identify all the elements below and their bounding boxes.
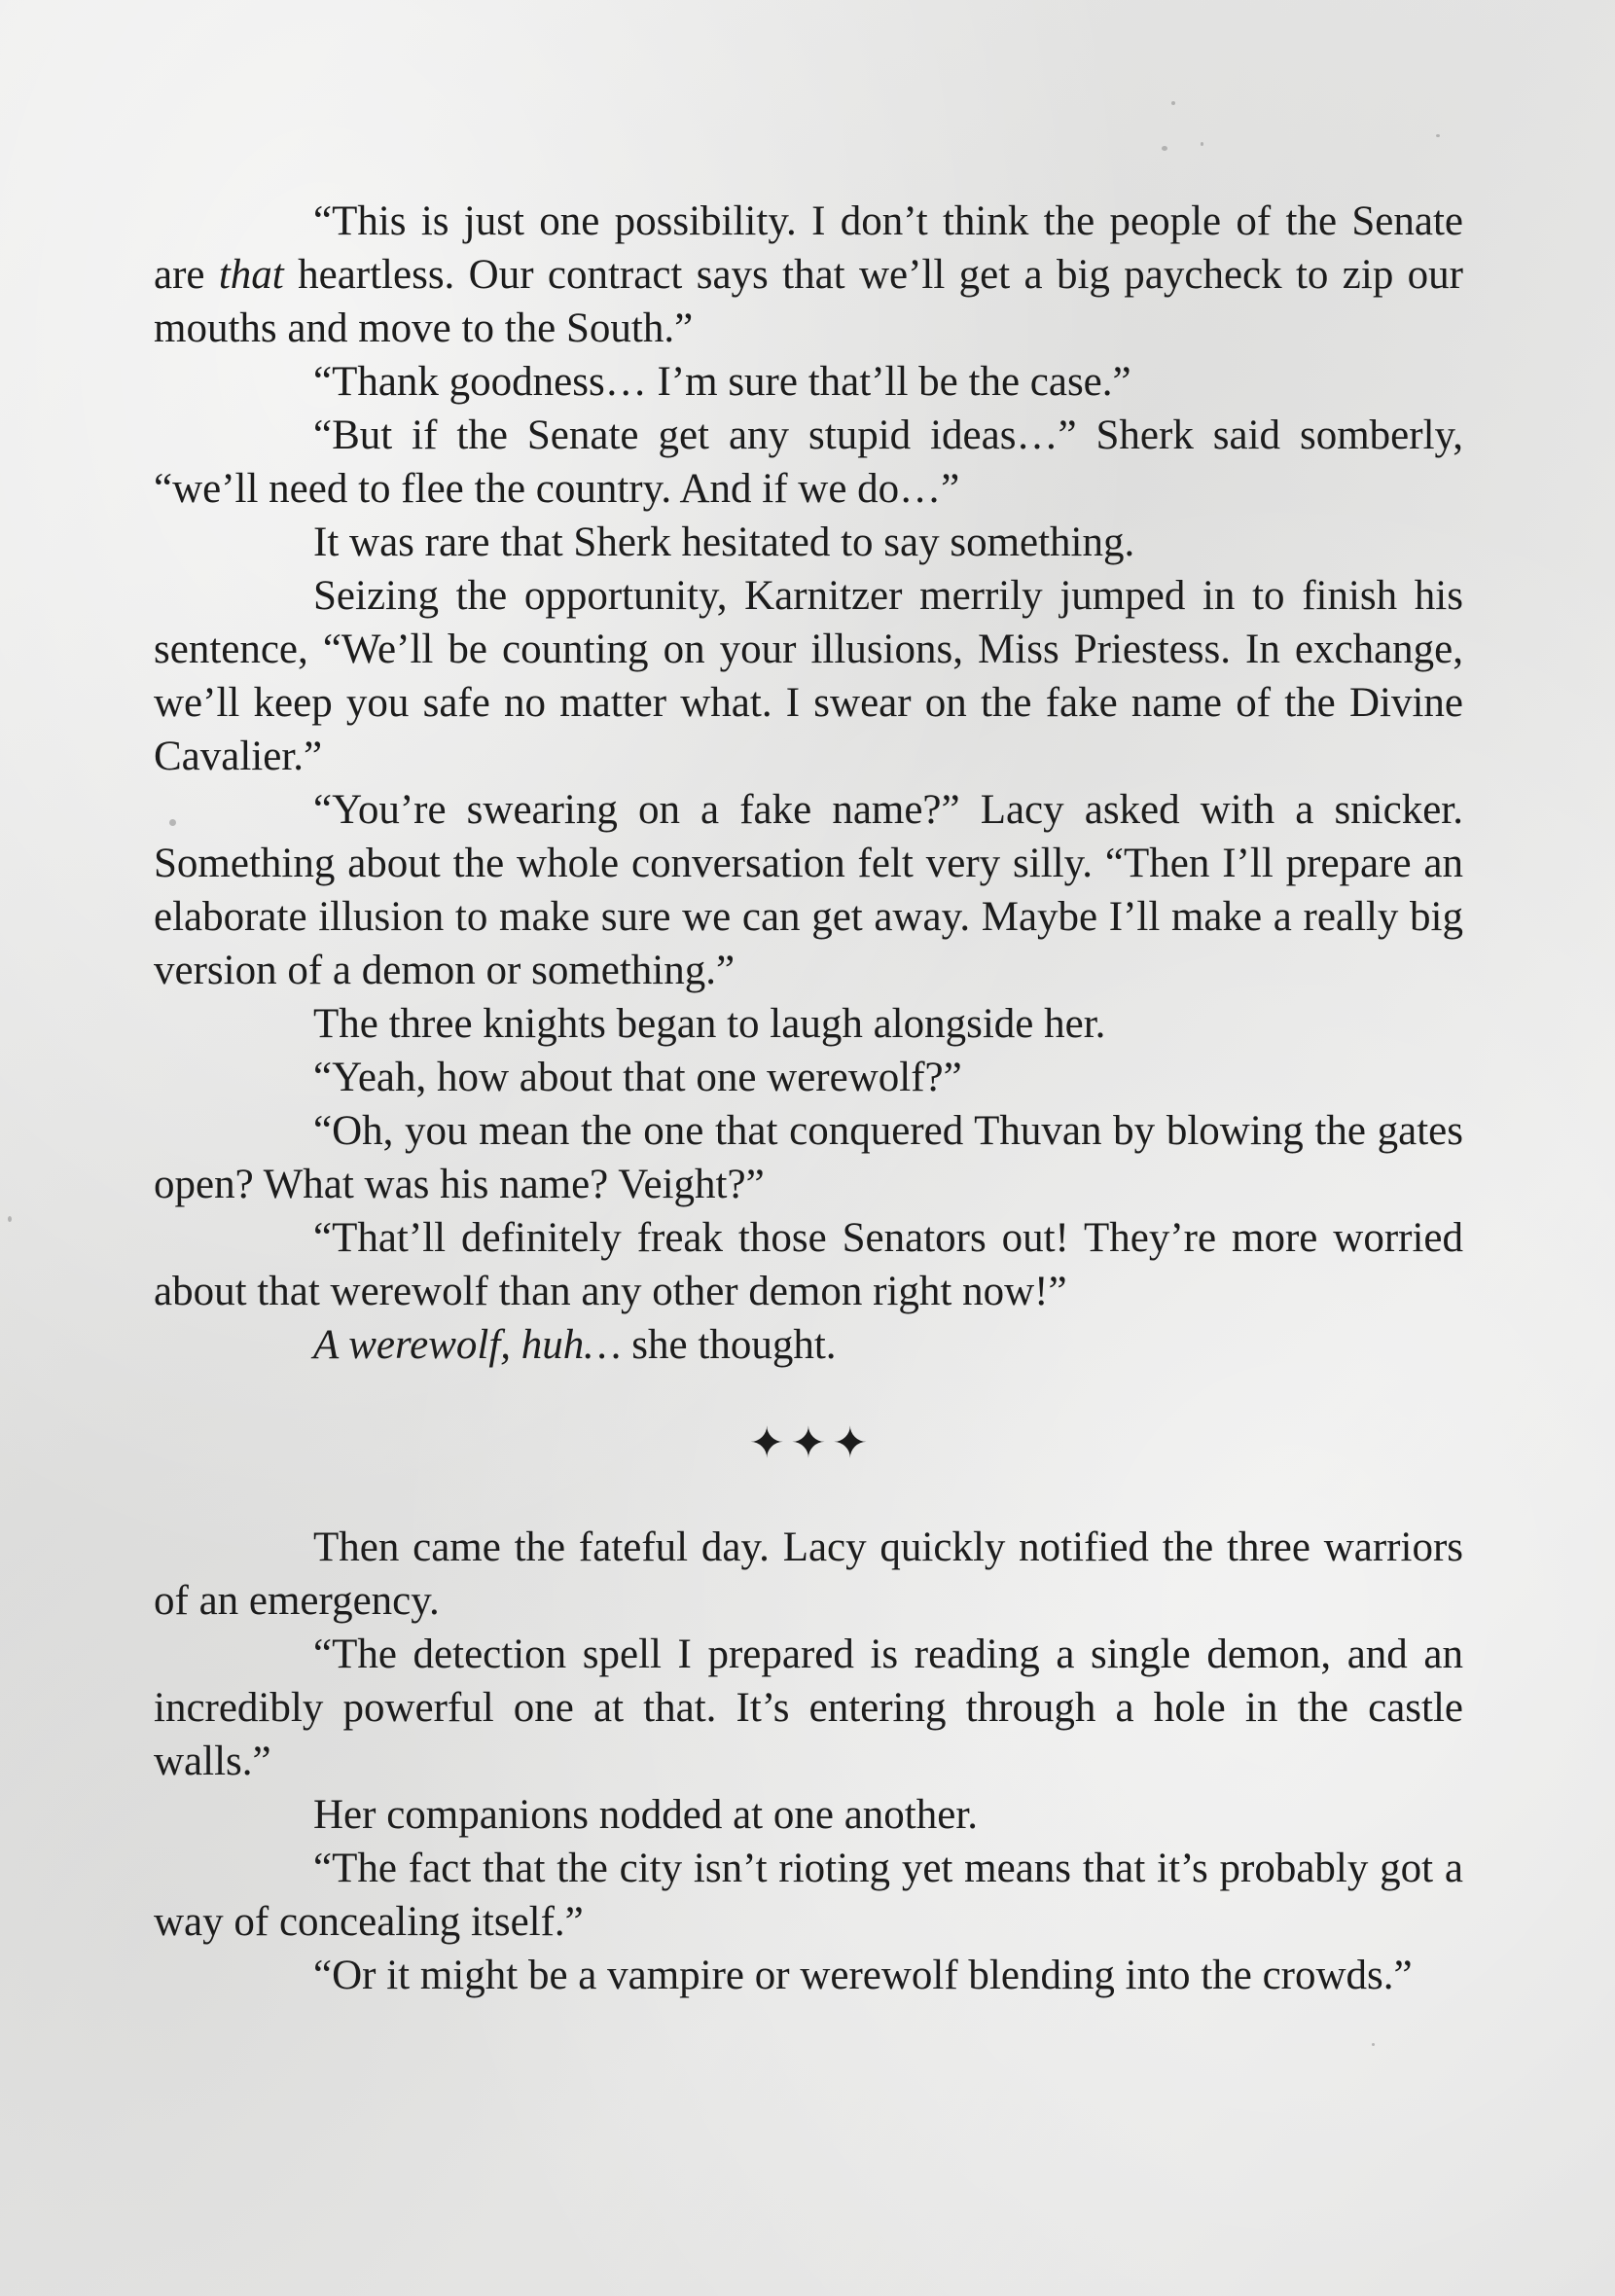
- paragraph: [154, 1318, 1463, 1372]
- text-segment: “Yeah, how about that one werewolf?”: [313, 1055, 962, 1100]
- paragraph: [154, 409, 1463, 516]
- text-segment: It was rare that Sherk hesitated to say something.: [313, 520, 1135, 565]
- text-segment: “That’ll definitely freak those Senators out! They’re more worried about that werewolf than any other demon right now!”: [154, 1215, 1463, 1314]
- paragraph: [154, 1949, 1463, 2002]
- scene-break-separator: ✦✦✦: [748, 1419, 875, 1467]
- paragraph: [154, 195, 1463, 355]
- text-segment: she thought.: [621, 1322, 837, 1368]
- text-segment: “Or it might be a vampire or werewolf blending into the crowds.”: [313, 1953, 1413, 1998]
- paragraphs-part1: [154, 195, 1463, 1372]
- text-segment: Then came the fateful day. Lacy quickly notified the three warriors of an emergency.: [154, 1525, 1463, 1624]
- text-segment: The three knights began to laugh alongside her.: [313, 1001, 1106, 1047]
- paragraph: [154, 1211, 1463, 1318]
- text-segment: “But if the Senate get any stupid ideas…” Sherk said somberly, “we’ll need to flee the country. And if we do…”: [154, 413, 1463, 512]
- paragraphs-part2: [154, 1521, 1463, 2002]
- paper-speck: [1436, 134, 1440, 137]
- text-segment: “The detection spell I prepared is reading a single demon, and an incredibly powerful one at that. It’s entering through a hole in the castle walls.”: [154, 1632, 1463, 1784]
- paper-speck: [1201, 142, 1203, 146]
- paper-speck: [1162, 146, 1167, 151]
- text-segment: “Thank goodness… I’m sure that’ll be the case.”: [313, 359, 1131, 405]
- paragraph: [154, 997, 1463, 1051]
- text-segment: Her companions nodded at one another.: [313, 1792, 979, 1838]
- text-segment: “This is just one possibility. I don’t think the people of the Senate are: [154, 198, 1463, 298]
- paragraph: [154, 569, 1463, 783]
- paragraph: [154, 1521, 1463, 1628]
- text-segment: “You’re swearing on a fake name?” Lacy asked with a snicker. Something about the whole conversation felt very silly. “Then I’ll prepare an elaborate illusion to make sure we can get away. Maybe I’ll make a really big version of a demon or something.”: [154, 787, 1463, 993]
- paragraph: [154, 355, 1463, 409]
- paragraph: [154, 516, 1463, 569]
- text-segment: Seizing the opportunity, Karnitzer merrily jumped in to finish his sentence, “We’ll be counting on your illusions, Miss Priestess. In exchange, we’ll keep you safe no matter what. I swear on the fake name of the Divine Cavalier.”: [154, 573, 1463, 779]
- paragraph: [154, 1104, 1463, 1211]
- paper-speck: [8, 1216, 12, 1222]
- paragraph: [154, 1788, 1463, 1842]
- text-segment: “The fact that the city isn’t rioting yet means that it’s probably got a way of concealing itself.”: [154, 1846, 1463, 1945]
- italic-text: A werewolf, huh…: [313, 1322, 622, 1368]
- paper-speck: [1372, 2043, 1375, 2046]
- paragraph: [154, 1051, 1463, 1104]
- paragraph: [154, 783, 1463, 997]
- italic-text: that: [218, 252, 284, 298]
- text-segment: “Oh, you mean the one that conquered Thuvan by blowing the gates open? What was his name? Veight?”: [154, 1108, 1463, 1207]
- paper-speck: [1171, 101, 1175, 105]
- page-text: [154, 195, 1463, 2002]
- paragraph: [154, 1842, 1463, 1949]
- text-segment: heartless. Our contract says that we’ll get a big paycheck to zip our mouths and move to the South.”: [154, 252, 1463, 351]
- paragraph: [154, 1628, 1463, 1788]
